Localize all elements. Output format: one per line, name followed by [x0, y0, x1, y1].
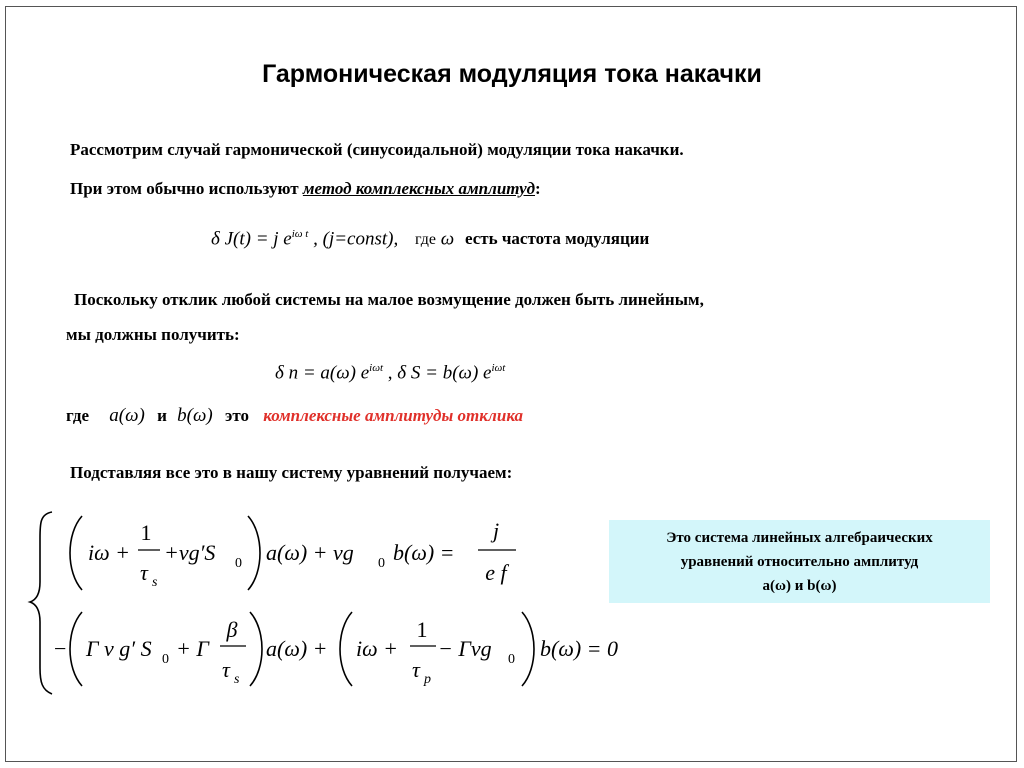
eq2-den2: τ: [412, 657, 420, 682]
note-line-2: уравнений относительно амплитуд: [680, 554, 919, 570]
eq2-left-paren-2: [340, 612, 352, 686]
formula-current-lhs: δ J(t) = j e: [211, 228, 292, 250]
eq2-den-sub: s: [234, 672, 240, 687]
formula-current-exponent: iω t: [291, 228, 309, 240]
eq1-a-term: a(ω) + vg: [266, 540, 354, 565]
eq2-num: β: [226, 617, 238, 642]
formula-response-exp2: iωt: [491, 362, 506, 374]
formula-response-exp1: iωt: [369, 362, 384, 374]
formula-current-desc: есть частота модуляции: [464, 229, 650, 249]
eq1-g-sub: 0: [378, 556, 385, 571]
highlight-text: комплексные амплитуды отклика: [263, 406, 524, 425]
eq2-left-paren: [70, 612, 82, 686]
formula-response-n: δ n = a(ω) e: [275, 362, 370, 384]
where-word: где: [66, 406, 90, 425]
eq2-term2: − Γvg: [438, 636, 492, 661]
paragraph-line-2-prefix: При этом обычно используют: [70, 179, 303, 198]
paragraph3: Подставляя все это в нашу систему уравнений получаем:: [70, 463, 513, 482]
note-line-3: a(ω) и b(ω): [762, 578, 837, 594]
paragraph-line-1: Рассмотрим случай гармонической (синусоидальной) модуляции тока накачки.: [70, 140, 684, 159]
paragraph-line-2-suffix: :: [535, 179, 541, 198]
method-name: метод комплексных амплитуд: [302, 179, 536, 198]
formula-current-omega: ω: [440, 228, 455, 250]
eq2-plus-gamma: + Γ: [176, 636, 209, 661]
eq1-den1-sub: s: [152, 575, 158, 590]
eq2-minus: −: [54, 636, 67, 661]
formula-response-sep: ,: [383, 362, 398, 384]
eq1-rhs-den: e f: [485, 560, 507, 585]
amplitude-a: a(ω): [109, 405, 145, 426]
eq1-rhs-num: j: [492, 518, 500, 543]
formula-current-where: где: [415, 231, 437, 249]
eq2-term: Γ v g′ S: [86, 636, 152, 661]
eq1-b-term: b(ω) =: [393, 540, 455, 565]
note-box: [609, 520, 990, 603]
eq2-den2-sub: p: [424, 672, 431, 687]
eq2-right-paren-2: [522, 612, 534, 686]
slide-title: Гармоническая модуляция тока накачки: [262, 60, 762, 88]
paragraph2-line-1: Поскольку отклик любой системы на малое возмущение должен быть линейным,: [74, 290, 704, 309]
eq1-iw: iω +: [88, 540, 130, 565]
eq2-a-term: a(ω) +: [266, 636, 328, 661]
eq1-left-paren: [70, 516, 82, 590]
eq2-right-paren: [250, 612, 262, 686]
eq2-b-term: b(ω) = 0: [540, 636, 619, 661]
eq2-term2-sub: 0: [508, 652, 515, 667]
eq2-iw: iω +: [356, 636, 398, 661]
paragraph2-line-2: мы должны получить:: [66, 325, 240, 344]
eq2-term-sub: 0: [162, 652, 169, 667]
amplitude-b: b(ω): [177, 405, 213, 426]
formula-current-rest: , (j=const),: [308, 228, 399, 250]
and-word: и: [157, 406, 167, 425]
note-line-1: Это система линейных алгебраических: [666, 530, 933, 546]
eq1-right-paren: [248, 516, 260, 590]
eq1-term-sub: 0: [235, 556, 242, 571]
eq2-den: τ: [222, 657, 230, 682]
system-brace: [30, 512, 52, 694]
eq1-term: +vg′S: [164, 540, 216, 565]
eq1-num1: 1: [140, 520, 152, 545]
this-word: это: [224, 406, 249, 425]
eq2-num2: 1: [416, 617, 428, 642]
eq1-den1: τ: [140, 560, 148, 585]
formula-response-s: δ S = b(ω) e: [397, 362, 492, 384]
